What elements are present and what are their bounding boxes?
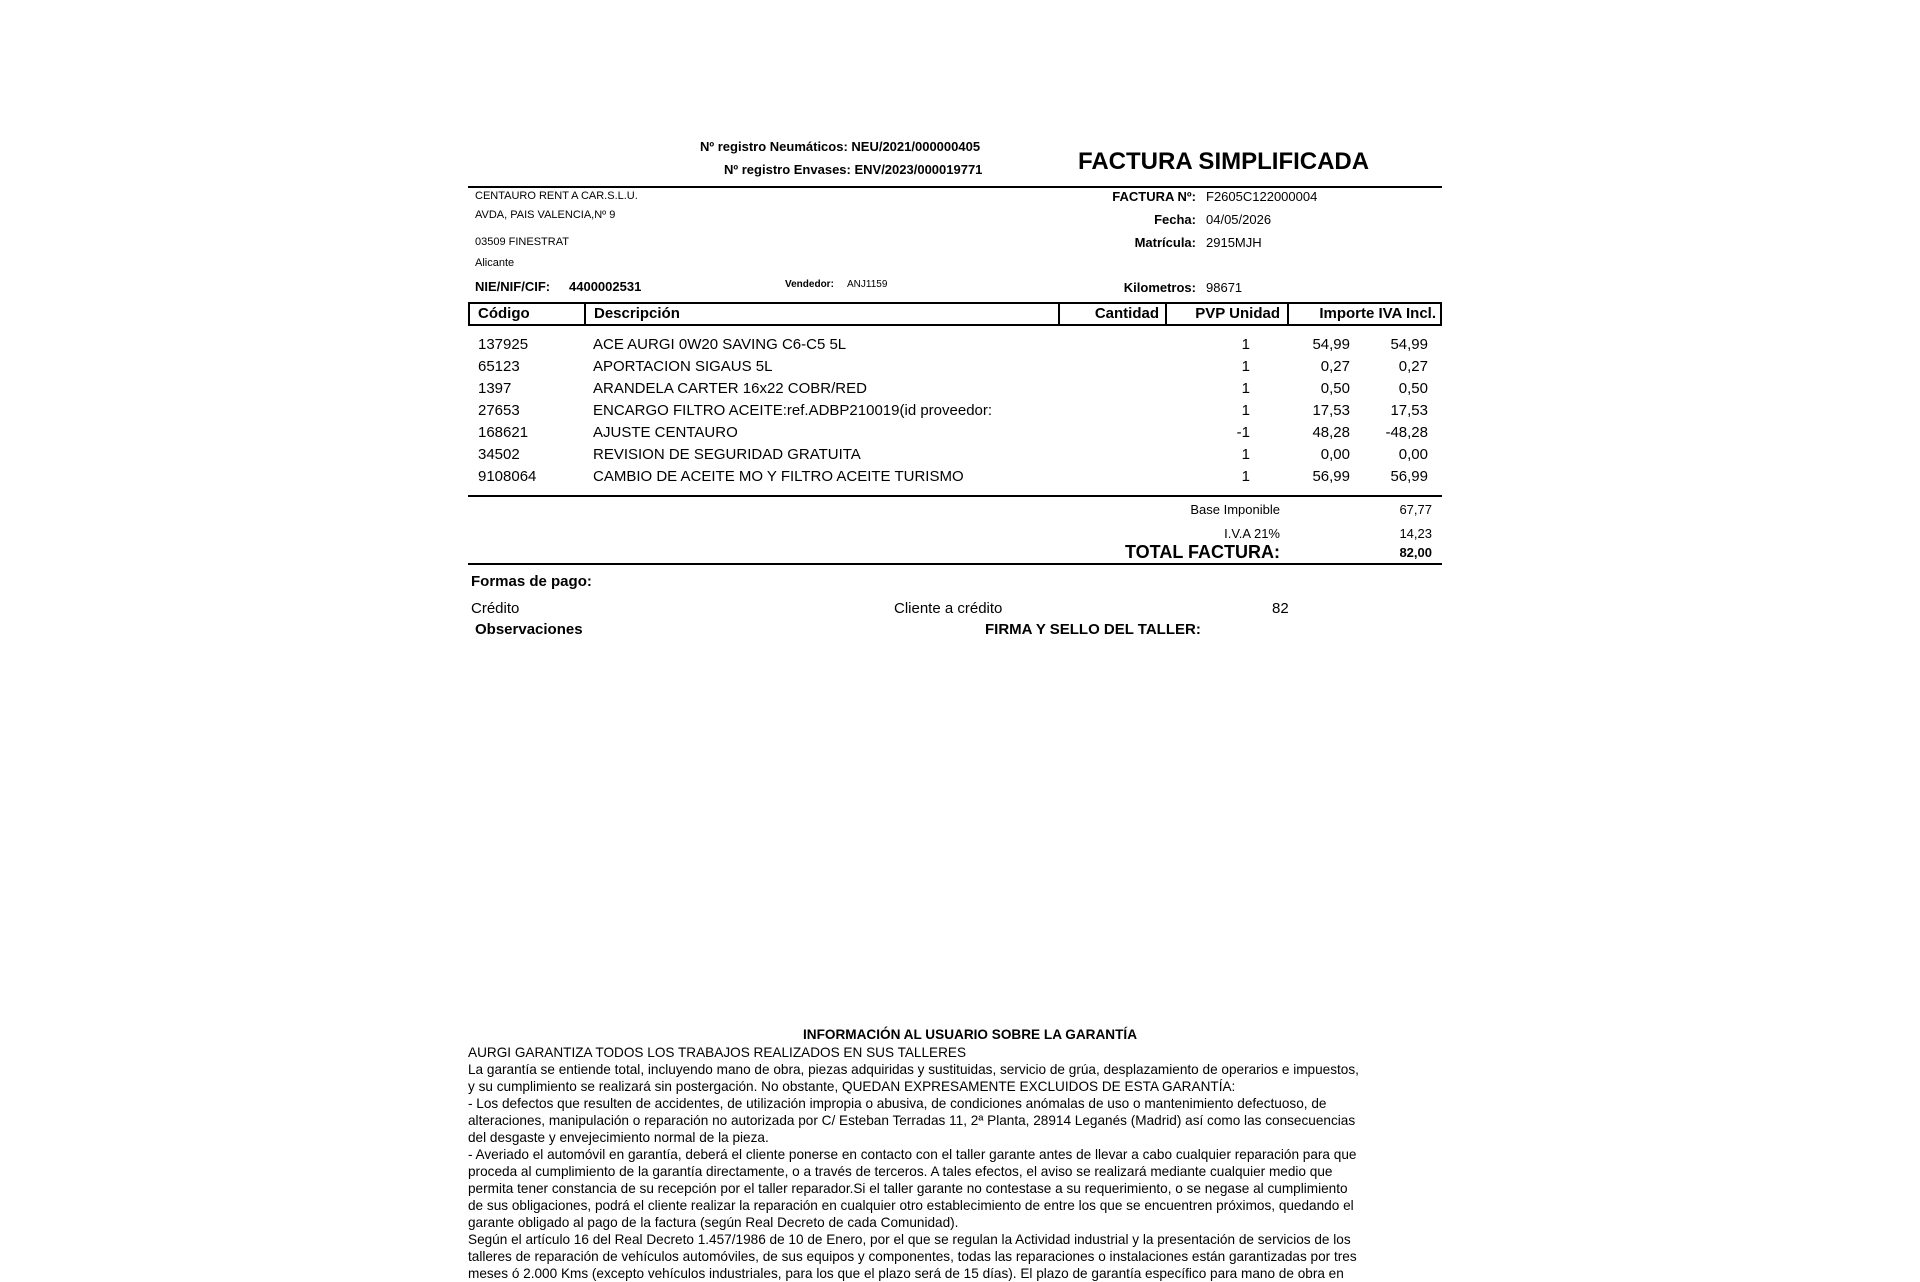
fecha-value: 04/05/2026 bbox=[1206, 212, 1272, 227]
formas-de-pago-title: Formas de pago: bbox=[471, 573, 592, 590]
matricula-label: Matrícula: bbox=[1134, 235, 1196, 250]
registro-neumaticos: Nº registro Neumáticos: NEU/2021/000000405 bbox=[700, 139, 981, 154]
warranty-line: La garantía se entiende total, incluyendo mano de obra, piezas adquiridas y sustituidas, servicio de grúa, desplazamiento de operarios e impuestos, bbox=[468, 1062, 1359, 1077]
payment-description: Cliente a crédito bbox=[894, 600, 1003, 617]
table-row bbox=[470, 358, 1438, 380]
item-code: 168621 bbox=[478, 424, 529, 441]
factura-label: FACTURA Nº: bbox=[1112, 189, 1196, 204]
km-value: 98671 bbox=[1206, 280, 1243, 295]
vendedor-value: ANJ1159 bbox=[847, 279, 888, 290]
warranty-line: talleres de reparación de vehículos automóviles, de sus equipos y componentes, todas las reparaciones o instalaciones están garantizadas por tres bbox=[468, 1249, 1357, 1264]
km-label: Kilometros: bbox=[1123, 280, 1196, 295]
item-description: ARANDELA CARTER 16x22 COBR/RED bbox=[593, 380, 867, 397]
totals-bottom-rule bbox=[468, 563, 1442, 565]
table-divider bbox=[468, 302, 470, 326]
column-header-codigo: Código bbox=[478, 305, 530, 322]
warranty-line: alteraciones, manipulación o reparación no autorizada por C/ Esteban Terradas 11, 2ª Planta, 28914 Leganés (Madrid) así como las consecuencias bbox=[468, 1113, 1356, 1128]
base-imponible-label: Base Imponible bbox=[1190, 502, 1280, 517]
company-province: Alicante bbox=[475, 257, 515, 269]
item-quantity: 1 bbox=[1241, 446, 1250, 463]
item-description: APORTACION SIGAUS 5L bbox=[593, 358, 773, 375]
item-description: ACE AURGI 0W20 SAVING C6-C5 5L bbox=[593, 336, 847, 353]
warranty-title: INFORMACIÓN AL USUARIO SOBRE LA GARANTÍA bbox=[802, 1027, 1138, 1042]
item-code: 9108064 bbox=[478, 468, 537, 485]
vendedor-label: Vendedor: bbox=[785, 279, 834, 290]
warranty-line: - Los defectos que resulten de accidentes, de utilización impropia o abusiva, de condiciones anómalas de uso o mantenimiento defectuoso, de bbox=[468, 1096, 1327, 1111]
nif-value: 4400002531 bbox=[569, 279, 642, 294]
item-description: ENCARGO FILTRO ACEITE:ref.ADBP210019(id proveedor: bbox=[593, 402, 993, 419]
table-row bbox=[470, 446, 1438, 468]
item-description: REVISION DE SEGURIDAD GRATUITA bbox=[593, 446, 861, 463]
warranty-line: - Averiado el automóvil en garantía, deberá el cliente ponerse en contacto con el taller garante antes de llevar a cabo cualquier reparación para que bbox=[468, 1147, 1357, 1162]
warranty-line: garante obligado al pago de la factura (según Real Decreto de cada Comunidad). bbox=[468, 1215, 959, 1230]
firma-sello-label: FIRMA Y SELLO DEL TALLER: bbox=[985, 621, 1201, 638]
observaciones-label: Observaciones bbox=[475, 621, 583, 638]
document-title: FACTURA SIMPLIFICADA bbox=[1078, 148, 1370, 175]
table-row bbox=[470, 336, 1438, 358]
company-city: 03509 FINESTRAT bbox=[475, 236, 569, 248]
iva-label: I.V.A 21% bbox=[1224, 526, 1280, 541]
warranty-line: y su cumplimiento se realizará sin postergación. No obstante, QUEDAN EXPRESAMENTE EXCLUIDOS DE ESTA GARANTÍA: bbox=[468, 1079, 1236, 1094]
item-unit-price: 54,99 bbox=[1312, 336, 1350, 353]
total-factura-value: 82,00 bbox=[1399, 545, 1432, 560]
fecha-label: Fecha: bbox=[1154, 212, 1196, 227]
payment-method: Crédito bbox=[471, 600, 520, 617]
registro-envases: Nº registro Envases: ENV/2023/000019771 bbox=[724, 162, 983, 177]
matricula-value: 2915MJH bbox=[1206, 235, 1262, 250]
column-header-importe: Importe IVA Incl. bbox=[1319, 305, 1436, 322]
item-quantity: 1 bbox=[1241, 336, 1250, 353]
warranty-text bbox=[468, 1044, 1472, 1282]
item-total: 56,99 bbox=[1390, 468, 1428, 485]
item-unit-price: 56,99 bbox=[1312, 468, 1350, 485]
warranty-line: meses ó 2.000 Kms (excepto vehículos industriales, para los que el plazo será de 15 días). El plazo de garantía específico para mano de obra en bbox=[468, 1266, 1344, 1281]
column-header-pvp: PVP Unidad bbox=[1195, 305, 1280, 322]
item-total: 0,00 bbox=[1398, 446, 1428, 463]
company-name: CENTAURO RENT A CAR.S.L.U. bbox=[475, 190, 638, 202]
payment-amount: 82 bbox=[1272, 600, 1289, 617]
table-row bbox=[470, 380, 1438, 402]
item-unit-price: 0,50 bbox=[1320, 380, 1350, 397]
item-quantity: 1 bbox=[1241, 380, 1250, 397]
item-quantity: 1 bbox=[1241, 402, 1250, 419]
item-total: 0,27 bbox=[1398, 358, 1428, 375]
item-total: 0,50 bbox=[1398, 380, 1428, 397]
base-imponible-value: 67,77 bbox=[1399, 502, 1432, 517]
warranty-line: proceda al cumplimiento de la garantía directamente, o a través de terceros. A tales efectos, el aviso se realizará mediante cualquier medio que bbox=[468, 1164, 1333, 1179]
item-unit-price: 0,00 bbox=[1320, 446, 1350, 463]
item-unit-price: 48,28 bbox=[1312, 424, 1350, 441]
table-header-top-rule bbox=[468, 302, 1442, 304]
warranty-line: de sus obligaciones, podrá el cliente realizar la reparación en cualquier otro establecimiento de entre los que se encuentren próximos, quedando el bbox=[468, 1198, 1354, 1213]
item-total: 54,99 bbox=[1390, 336, 1428, 353]
item-total: 17,53 bbox=[1390, 402, 1428, 419]
item-quantity: 1 bbox=[1241, 468, 1250, 485]
iva-value: 14,23 bbox=[1399, 526, 1432, 541]
table-bottom-rule bbox=[468, 495, 1442, 497]
warranty-line: del desgaste y envejecimiento normal de la pieza. bbox=[468, 1130, 769, 1145]
item-unit-price: 17,53 bbox=[1312, 402, 1350, 419]
table-divider bbox=[584, 302, 586, 326]
nif-label: NIE/NIF/CIF: bbox=[475, 279, 551, 294]
factura-number: F2605C122000004 bbox=[1206, 189, 1318, 204]
column-header-descripcion: Descripción bbox=[594, 305, 680, 322]
item-code: 65123 bbox=[478, 358, 520, 375]
column-header-cantidad: Cantidad bbox=[1094, 305, 1159, 322]
item-code: 137925 bbox=[478, 336, 529, 353]
table-header-bottom-rule bbox=[468, 324, 1442, 326]
item-total: -48,28 bbox=[1385, 424, 1428, 441]
item-unit-price: 0,27 bbox=[1320, 358, 1350, 375]
warranty-line: Según el artículo 16 del Real Decreto 1.457/1986 de 10 de Enero, por el que se regulan la Actividad industrial y la presentación de servicios de los bbox=[468, 1232, 1351, 1247]
table-divider bbox=[1440, 302, 1442, 326]
item-code: 1397 bbox=[478, 380, 512, 397]
warranty-line: AURGI GARANTIZA TODOS LOS TRABAJOS REALIZADOS EN SUS TALLERES bbox=[468, 1045, 967, 1060]
item-quantity: -1 bbox=[1236, 424, 1250, 441]
table-row bbox=[470, 468, 1438, 490]
header-rule bbox=[468, 186, 1442, 188]
item-code: 34502 bbox=[478, 446, 520, 463]
table-row bbox=[470, 402, 1438, 424]
table-row bbox=[470, 424, 1438, 446]
total-factura-label: TOTAL FACTURA: bbox=[1125, 542, 1280, 562]
item-description: CAMBIO DE ACEITE MO Y FILTRO ACEITE TURISMO bbox=[593, 468, 964, 485]
item-description: AJUSTE CENTAURO bbox=[593, 424, 738, 441]
company-address: AVDA, PAIS VALENCIA,Nº 9 bbox=[475, 209, 616, 221]
item-quantity: 1 bbox=[1241, 358, 1250, 375]
warranty-line: permita tener constancia de su recepción por el taller reparador.Si el taller garante no contestase a su requerimiento, o se negase al cumplimiento bbox=[468, 1181, 1348, 1196]
item-code: 27653 bbox=[478, 402, 520, 419]
